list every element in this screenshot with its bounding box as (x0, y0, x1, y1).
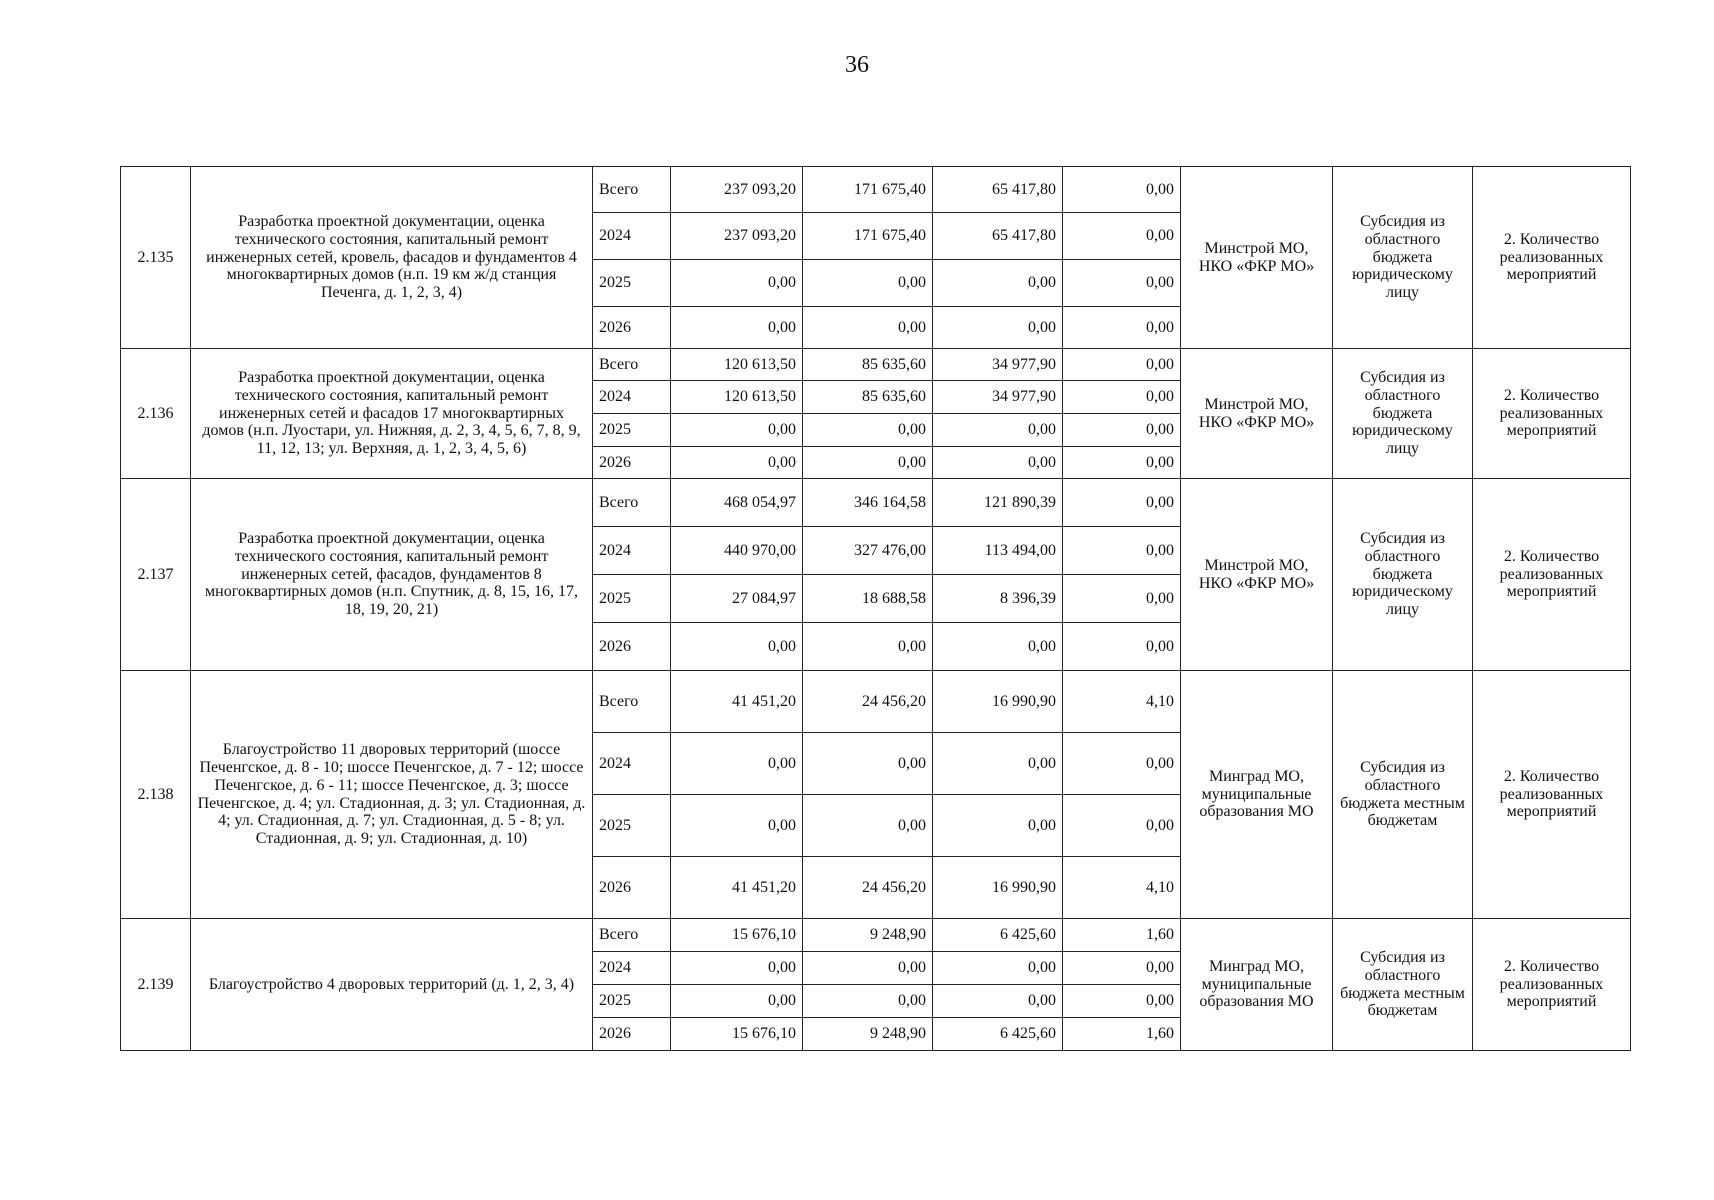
amount-column-2: 85 635,60 (803, 349, 933, 381)
table-row (121, 167, 1631, 213)
amount-total: 237 093,20 (671, 167, 803, 213)
item-description: Разработка проектной документации, оценка технического состояния, капитальный ремонт инженерных сетей и фасадов 17 многоквартирных домов (н.п. Луостари, ул. Нижняя, д. 2, 3, 4, 5, 6, 7, 8, 9, 11, 12, 13; ул. Верхняя, д. 1, 2, 3, 4, 5, 6) (191, 349, 593, 479)
amount-column-3: 8 396,39 (933, 575, 1063, 623)
amount-total: 0,00 (671, 260, 803, 307)
amount-column-3: 0,00 (933, 307, 1063, 349)
executor: Минстрой МО, НКО «ФКР МО» (1181, 479, 1333, 671)
amount-column-4: 0,00 (1063, 213, 1181, 260)
amount-column-2: 24 456,20 (803, 671, 933, 733)
amount-column-3: 0,00 (933, 623, 1063, 671)
amount-total: 0,00 (671, 447, 803, 479)
amount-column-4: 1,60 (1063, 1018, 1181, 1051)
amount-column-2: 346 164,58 (803, 479, 933, 527)
amount-column-4: 0,00 (1063, 414, 1181, 447)
amount-column-3: 0,00 (933, 414, 1063, 447)
amount-column-4: 0,00 (1063, 575, 1181, 623)
amount-total: 0,00 (671, 985, 803, 1018)
item-number: 2.135 (121, 167, 191, 349)
amount-column-2: 171 675,40 (803, 213, 933, 260)
amount-column-2: 0,00 (803, 952, 933, 985)
period-label: 2026 (593, 857, 671, 919)
period-label: 2025 (593, 414, 671, 447)
amount-total: 15 676,10 (671, 919, 803, 952)
amount-column-4: 4,10 (1063, 857, 1181, 919)
amount-column-3: 121 890,39 (933, 479, 1063, 527)
result-indicator: 2. Количество реализованных мероприятий (1473, 167, 1631, 349)
period-label: 2025 (593, 575, 671, 623)
period-label: 2025 (593, 985, 671, 1018)
amount-column-2: 18 688,58 (803, 575, 933, 623)
amount-column-3: 34 977,90 (933, 381, 1063, 414)
amount-column-4: 0,00 (1063, 260, 1181, 307)
executor: Минград МО, муниципальные образования МО (1181, 671, 1333, 919)
amount-total: 41 451,20 (671, 671, 803, 733)
amount-column-3: 65 417,80 (933, 213, 1063, 260)
amount-column-2: 0,00 (803, 447, 933, 479)
item-number: 2.137 (121, 479, 191, 671)
amount-total: 0,00 (671, 733, 803, 795)
period-label: 2026 (593, 623, 671, 671)
item-description: Благоустройство 4 дворовых территорий (д. 1, 2, 3, 4) (191, 919, 593, 1051)
amount-column-2: 0,00 (803, 733, 933, 795)
executor: Минстрой МО, НКО «ФКР МО» (1181, 349, 1333, 479)
amount-column-3: 0,00 (933, 447, 1063, 479)
amount-column-3: 16 990,90 (933, 857, 1063, 919)
amount-column-2: 9 248,90 (803, 919, 933, 952)
amount-total: 15 676,10 (671, 1018, 803, 1051)
period-label: 2026 (593, 1018, 671, 1051)
amount-column-2: 327 476,00 (803, 527, 933, 575)
period-label: 2026 (593, 447, 671, 479)
amount-column-4: 0,00 (1063, 307, 1181, 349)
amount-total: 120 613,50 (671, 381, 803, 414)
item-description: Разработка проектной документации, оценка технического состояния, капитальный ремонт инженерных сетей, фасадов, фундаментов 8 многоквартирных домов (н.п. Спутник, д. 8, 15, 16, 17, 18, 19, 20, 21) (191, 479, 593, 671)
amount-column-4: 0,00 (1063, 167, 1181, 213)
period-label: Всего (593, 479, 671, 527)
amount-total: 0,00 (671, 414, 803, 447)
result-indicator: 2. Количество реализованных мероприятий (1473, 349, 1631, 479)
amount-column-4: 0,00 (1063, 985, 1181, 1018)
amount-column-3: 6 425,60 (933, 919, 1063, 952)
amount-column-4: 0,00 (1063, 349, 1181, 381)
table-row (121, 919, 1631, 952)
funding-source: Субсидия из областного бюджета местным бюджетам (1333, 919, 1473, 1051)
amount-column-3: 0,00 (933, 952, 1063, 985)
funding-source: Субсидия из областного бюджета юридическому лицу (1333, 167, 1473, 349)
result-indicator: 2. Количество реализованных мероприятий (1473, 479, 1631, 671)
amount-column-4: 0,00 (1063, 733, 1181, 795)
item-number: 2.138 (121, 671, 191, 919)
amount-column-2: 0,00 (803, 985, 933, 1018)
amount-column-4: 0,00 (1063, 952, 1181, 985)
amount-total: 0,00 (671, 307, 803, 349)
item-description: Благоустройство 11 дворовых территорий (шоссе Печенгское, д. 8 - 10; шоссе Печенгское, д. 7 - 12; шоссе Печенгское, д. 6 - 11; шоссе Печенгское, д. 3; шоссе Печенгское, д. 4; ул. Стадионная, д. 3; ул. Стадионная, д. 4; ул. Стадионная, д. 7; ул. Стадионная, д. 5 - 8; ул. Стадионная, д. 9; ул. Стадионная, д. 10) (191, 671, 593, 919)
page-number: 36 (845, 52, 869, 78)
amount-column-4: 0,00 (1063, 527, 1181, 575)
period-label: Всего (593, 919, 671, 952)
amount-total: 0,00 (671, 795, 803, 857)
amount-column-2: 85 635,60 (803, 381, 933, 414)
executor: Минстрой МО, НКО «ФКР МО» (1181, 167, 1333, 349)
amount-column-4: 0,00 (1063, 623, 1181, 671)
amount-column-4: 0,00 (1063, 479, 1181, 527)
amount-column-3: 0,00 (933, 795, 1063, 857)
executor: Минград МО, муниципальные образования МО (1181, 919, 1333, 1051)
amount-column-3: 113 494,00 (933, 527, 1063, 575)
result-indicator: 2. Количество реализованных мероприятий (1473, 671, 1631, 919)
amount-column-4: 0,00 (1063, 795, 1181, 857)
budget-table (120, 166, 1631, 1051)
amount-column-2: 0,00 (803, 623, 933, 671)
item-number: 2.139 (121, 919, 191, 1051)
amount-total: 41 451,20 (671, 857, 803, 919)
item-description: Разработка проектной документации, оценка технического состояния, капитальный ремонт инженерных сетей, кровель, фасадов и фундаментов 4 многоквартирных домов (н.п. 19 км ж/д станция Печенга, д. 1, 2, 3, 4) (191, 167, 593, 349)
amount-column-4: 0,00 (1063, 447, 1181, 479)
amount-column-3: 0,00 (933, 985, 1063, 1018)
amount-column-4: 0,00 (1063, 381, 1181, 414)
amount-total: 237 093,20 (671, 213, 803, 260)
amount-column-2: 171 675,40 (803, 167, 933, 213)
table-body (121, 167, 1631, 1051)
amount-column-4: 1,60 (1063, 919, 1181, 952)
amount-total: 468 054,97 (671, 479, 803, 527)
period-label: 2024 (593, 733, 671, 795)
table-row (121, 671, 1631, 733)
amount-column-4: 4,10 (1063, 671, 1181, 733)
amount-column-2: 0,00 (803, 795, 933, 857)
amount-column-3: 16 990,90 (933, 671, 1063, 733)
period-label: 2024 (593, 952, 671, 985)
period-label: 2025 (593, 260, 671, 307)
amount-column-3: 65 417,80 (933, 167, 1063, 213)
amount-column-2: 0,00 (803, 307, 933, 349)
amount-column-2: 0,00 (803, 414, 933, 447)
result-indicator: 2. Количество реализованных мероприятий (1473, 919, 1631, 1051)
amount-column-3: 0,00 (933, 733, 1063, 795)
amount-total: 120 613,50 (671, 349, 803, 381)
amount-total: 27 084,97 (671, 575, 803, 623)
amount-column-2: 9 248,90 (803, 1018, 933, 1051)
period-label: 2025 (593, 795, 671, 857)
amount-column-2: 0,00 (803, 260, 933, 307)
table-row (121, 349, 1631, 381)
amount-column-2: 24 456,20 (803, 857, 933, 919)
period-label: Всего (593, 349, 671, 381)
amount-total: 440 970,00 (671, 527, 803, 575)
item-number: 2.136 (121, 349, 191, 479)
table-row (121, 479, 1631, 527)
period-label: Всего (593, 167, 671, 213)
period-label: Всего (593, 671, 671, 733)
amount-column-3: 6 425,60 (933, 1018, 1063, 1051)
amount-total: 0,00 (671, 623, 803, 671)
amount-column-3: 34 977,90 (933, 349, 1063, 381)
period-label: 2026 (593, 307, 671, 349)
period-label: 2024 (593, 527, 671, 575)
funding-source: Субсидия из областного бюджета местным бюджетам (1333, 671, 1473, 919)
funding-source: Субсидия из областного бюджета юридическому лицу (1333, 479, 1473, 671)
amount-total: 0,00 (671, 952, 803, 985)
amount-column-3: 0,00 (933, 260, 1063, 307)
funding-source: Субсидия из областного бюджета юридическому лицу (1333, 349, 1473, 479)
period-label: 2024 (593, 381, 671, 414)
period-label: 2024 (593, 213, 671, 260)
